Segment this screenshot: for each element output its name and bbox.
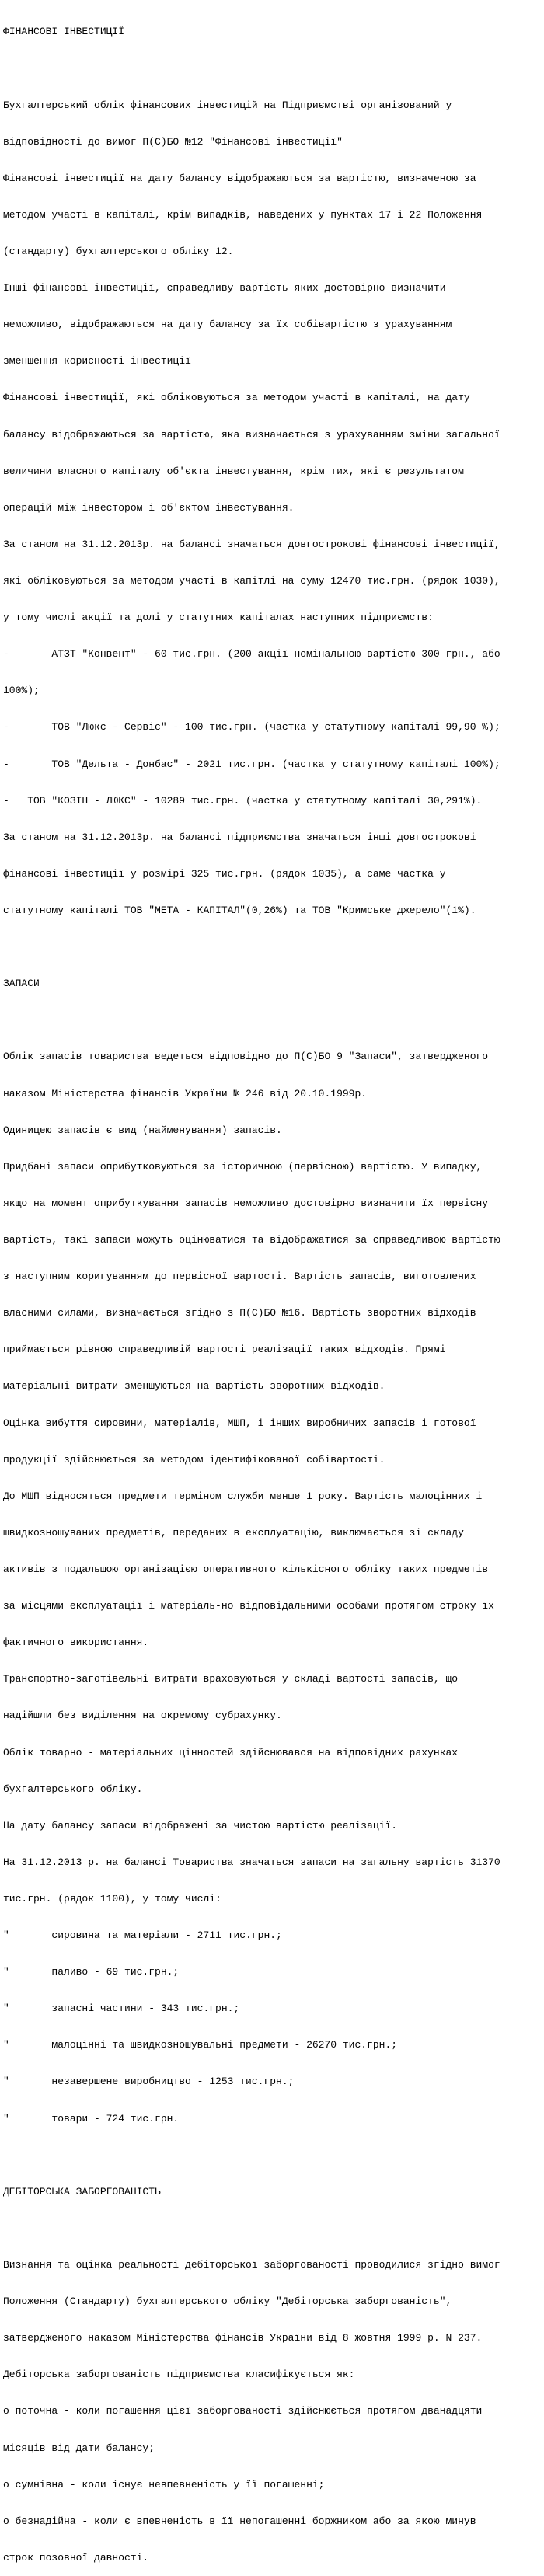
text-line: Придбані запаси оприбутковуються за історичною (первісною) вартістю. У випадку,	[3, 1160, 483, 1173]
text-line: неможливо, відображаються на дату балансу за їх собівартістю з урахуванням	[3, 319, 452, 331]
list-item: - ТОВ "Дельта - Донбас" - 2021 тис.грн. (частка у статутному капіталі 100%);	[3, 758, 500, 770]
text-line: відповідності до вимог П(С)БО №12 "Фінансові інвестиції"	[3, 135, 343, 148]
text-line: бухгалтерського обліку.	[3, 1783, 143, 1795]
list-item: " малоцінні та швидкозношувальні предмети - 26270 тис.грн.;	[3, 2039, 398, 2051]
list-item-continuation: 100%);	[3, 685, 40, 697]
text-line: Інші фінансові інвестиції, справедливу вартість яких достовірно визначити	[3, 282, 446, 295]
text-line: наказом Міністерства фінансів України № 246 від 20.10.1999р.	[3, 1087, 368, 1100]
blank-line	[3, 941, 544, 953]
blank-line	[3, 1014, 544, 1027]
text-line: Бухгалтерський облік фінансових інвестицій на Підприємстві організований у	[3, 99, 452, 111]
text-line: Дебіторська заборгованість підприємства класифікується як:	[3, 2369, 355, 2381]
text-line: зменшення корисності інвестиції	[3, 355, 191, 368]
list-item: о сумнівна - коли існує невпевненість у її погашенні;	[3, 2478, 325, 2491]
text-line: За станом на 31.12.2013р. на балансі значаться довгострокові фінансові інвестиції,	[3, 538, 500, 550]
text-line: якщо на момент оприбуткування запасів неможливо достовірно визначити їх первісну	[3, 1197, 489, 1209]
text-line: Транспортно-заготівельні витрати враховуються у складі вартості запасів, що	[3, 1673, 459, 1685]
text-line: Оцінка вибуття сировини, матеріалів, МШП, і інших виробничих запасів і готової	[3, 1417, 476, 1429]
text-line: надійшли без виділення на окремому субрахунку.	[3, 1710, 282, 1722]
list-item: " незавершене виробництво - 1253 тис.грн.;	[3, 2076, 295, 2088]
text-line: приймається рівною справедливій вартості реалізації таких відходів. Прямі	[3, 1344, 446, 1356]
text-line: які обліковуються за методом участі в капітлі на суму 12470 тис.грн. (рядок 1030),	[3, 575, 500, 587]
list-item: " сировина та матеріали - 2711 тис.грн.;	[3, 1929, 282, 1942]
text-line: Визнання та оцінка реальності дебіторської заборгованості проводилися згідно вимог	[3, 2259, 500, 2271]
text-line: балансу відображаються за вартістю, яка визначається з урахуванням зміни загальної	[3, 428, 500, 441]
text-line: (стандарту) бухгалтерського обліку 12.	[3, 246, 234, 258]
blank-line	[3, 63, 544, 75]
text-line: величини власного капіталу об'єкта інвестування, крім тих, які є результатом	[3, 465, 464, 477]
blank-line	[3, 2222, 544, 2235]
list-item: " паливо - 69 тис.грн.;	[3, 1966, 180, 1978]
text-line: затвердженого наказом Міністерства фінансів України від 8 жовтня 1999 р. N 237.	[3, 2332, 483, 2344]
list-item-continuation: місяців від дати балансу;	[3, 2442, 155, 2454]
text-line: фактичного використання.	[3, 1637, 149, 1649]
text-line: фінансові інвестиції у розмірі 325 тис.грн. (рядок 1035), а саме частка у	[3, 867, 446, 880]
text-line: Фінансові інвестиції на дату балансу відображаються за вартістю, визначеною за	[3, 172, 476, 184]
text-line: До МШП відносяться предмети терміном служби менше 1 року. Вартість малоцінних і	[3, 1490, 483, 1502]
text-line: швидкозношуваних предметів, переданих в експлуатацію, виключається зі складу	[3, 1526, 464, 1539]
text-line: Облік запасів товариства ведеться відповідно до П(С)БО 9 "Запаси", затвердженого	[3, 1051, 489, 1063]
text-line: за місцями експлуатації і матеріаль-но відповідальними особами протягом строку їх	[3, 1600, 494, 1612]
list-item: - ТОВ "КОЗІН - ЛЮКС" - 10289 тис.грн. (частка у статутному капіталі 30,291%).	[3, 794, 483, 807]
text-line: з наступним коригуванням до первісної вартості. Вартість запасів, виготовлених	[3, 1271, 476, 1283]
text-line: На 31.12.2013 р. на балансі Товариства значаться запаси на загальну вартість 31370	[3, 1856, 500, 1868]
section-title-receivables: ДЕБІТОРСЬКА ЗАБОРГОВАНІСТЬ	[3, 2185, 161, 2198]
section-title-financial-investments: ФІНАНСОВІ ІНВЕСТИЦІЇ	[3, 26, 125, 38]
text-line: вартість, такі запаси можуть оцінюватися та відображатися за справедливою вартістю	[3, 1233, 500, 1246]
text-line: методом участі в капіталі, крім випадків, наведених у пунктах 17 і 22 Положення	[3, 208, 483, 221]
text-line: Положення (Стандарту) бухгалтерського обліку "Дебіторська заборгованість",	[3, 2295, 452, 2308]
text-line: тис.грн. (рядок 1100), у тому числі:	[3, 1892, 221, 1905]
text-line: у тому числі акції та долі у статутних капіталах наступних підприємств:	[3, 612, 434, 624]
section-title-inventory: ЗАПАСИ	[3, 978, 40, 990]
list-item: " запасні частини - 343 тис.грн.;	[3, 2003, 240, 2015]
blank-line	[3, 2149, 544, 2162]
list-item: о поточна - коли погашення цієї заборгованості здійснюється протягом дванадцяти	[3, 2405, 483, 2417]
list-item: - АТЗТ "Конвент" - 60 тис.грн. (200 акції номінальною вартістю 300 грн., або	[3, 648, 500, 661]
text-line: продукції здійснюється за методом ідентифікованої собівартості.	[3, 1453, 385, 1466]
list-item-continuation: строк позовної давності.	[3, 2551, 149, 2564]
text-line: Облік товарно - матеріальних цінностей здійснювався на відповідних рахунках	[3, 1746, 459, 1759]
list-item: " товари - 724 тис.грн.	[3, 2112, 180, 2125]
text-line: активів з подальшою організацією оперативного кількісного обліку таких предметів	[3, 1563, 489, 1575]
text-line: статутному капіталі ТОВ "МЕТА - КАПІТАЛ"(0,26%) та ТОВ "Кримське джерело"(1%).	[3, 905, 476, 917]
text-line: На дату балансу запаси відображені за чистою вартістю реалізації.	[3, 1819, 398, 1832]
text-line: операцій між інвестором і об'єктом інвестування.	[3, 501, 295, 514]
list-item: о безнадійна - коли є впевненість в її непогашенні боржником або за якою минув	[3, 2515, 476, 2527]
text-line: власними силами, визначається згідно з П(С)БО №16. Вартість зворотних відходів	[3, 1307, 476, 1319]
text-line: За станом на 31.12.2013р. на балансі підприємства значаться інші довгострокові	[3, 831, 476, 843]
list-item: - ТОВ "Люкс - Сервіс" - 100 тис.грн. (частка у статутному капіталі 99,90 %);	[3, 721, 500, 734]
text-line: Одиницею запасів є вид (найменування) запасів.	[3, 1124, 282, 1136]
text-line: матеріальні витрати зменшуються на вартість зворотних відходів.	[3, 1380, 385, 1393]
text-line: Фінансові інвестиції, які обліковуються за методом участі в капіталі, на дату	[3, 392, 470, 404]
